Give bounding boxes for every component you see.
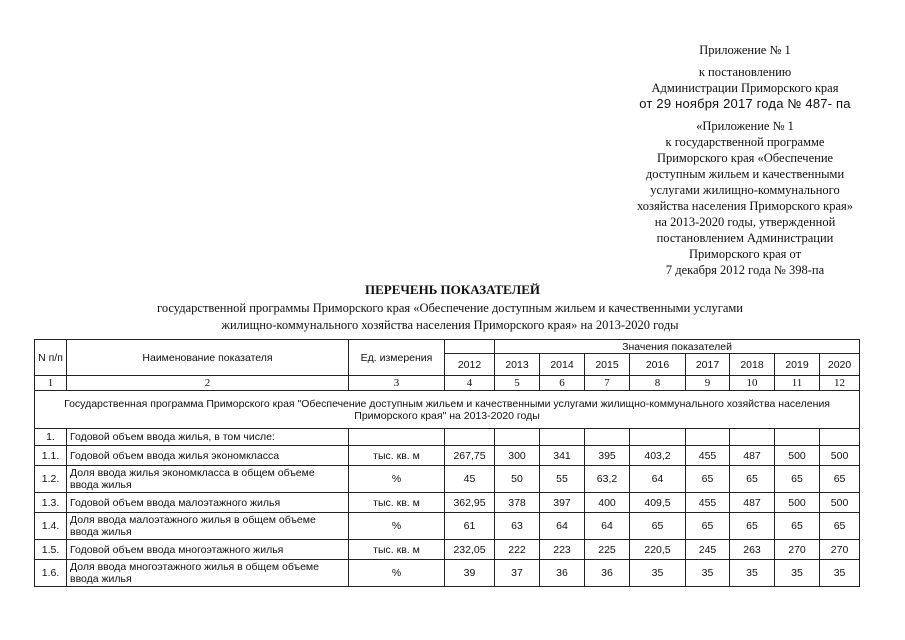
value-cell: 65 bbox=[730, 466, 775, 493]
value-cell: 35 bbox=[730, 560, 775, 587]
column-header-number: N п/п bbox=[35, 340, 67, 376]
column-index: 7 bbox=[585, 376, 630, 391]
value-cell: 65 bbox=[686, 466, 730, 493]
value-cell: 403,2 bbox=[630, 446, 686, 466]
row-number: 1.2. bbox=[35, 466, 67, 493]
column-header-values: Значения показателей bbox=[495, 340, 860, 354]
indicator-name: Годовой объем ввода малоэтажного жилья bbox=[67, 493, 349, 513]
quote-line: 7 декабря 2012 года № 398-па bbox=[665, 263, 825, 277]
year-header: 2015 bbox=[585, 354, 630, 376]
column-index: 1 bbox=[35, 376, 67, 391]
value-cell: 65 bbox=[775, 513, 820, 540]
column-index: 11 bbox=[775, 376, 820, 391]
value-cell: 362,95 bbox=[445, 493, 495, 513]
row-number: 1.3. bbox=[35, 493, 67, 513]
quote-line: на 2013-2020 годы, утвержденной bbox=[654, 215, 836, 229]
value-cell: 223 bbox=[540, 540, 585, 560]
indicator-name: Годовой объем ввода многоэтажного жилья bbox=[67, 540, 349, 560]
value-cell: 397 bbox=[540, 493, 585, 513]
column-index: 9 bbox=[686, 376, 730, 391]
value-cell: 64 bbox=[630, 466, 686, 493]
quote-line: хозяйства населения Приморского края» bbox=[636, 199, 854, 213]
row-number: 1.6. bbox=[35, 560, 67, 587]
value-cell: 63 bbox=[495, 513, 540, 540]
value-cell: 64 bbox=[540, 513, 585, 540]
value-cell: 500 bbox=[820, 493, 860, 513]
column-index: 10 bbox=[730, 376, 775, 391]
value-cell: 65 bbox=[730, 513, 775, 540]
year-header: 2013 bbox=[495, 354, 540, 376]
value-cell: 65 bbox=[820, 466, 860, 493]
value-cell: 65 bbox=[775, 466, 820, 493]
year-header: 2020 bbox=[820, 354, 860, 376]
column-header-unit: Ед. измерения bbox=[349, 340, 445, 376]
table-row bbox=[35, 560, 860, 587]
column-header-blank bbox=[445, 340, 495, 354]
table-row bbox=[35, 493, 860, 513]
value-cell: 409,5 bbox=[630, 493, 686, 513]
quote-line: Приморского края «Обеспечение bbox=[656, 151, 834, 165]
indicator-name: Годовой объем ввода жилья экономкласса bbox=[67, 446, 349, 466]
value-cell: 36 bbox=[585, 560, 630, 587]
column-index: 2 bbox=[67, 376, 349, 391]
value-cell: 245 bbox=[686, 540, 730, 560]
year-header: 2018 bbox=[730, 354, 775, 376]
value-cell: 36 bbox=[540, 560, 585, 587]
unit: тыс. кв. м bbox=[349, 446, 445, 466]
value-cell: 263 bbox=[730, 540, 775, 560]
table-row bbox=[35, 540, 860, 560]
year-header: 2016 bbox=[630, 354, 686, 376]
program-title: Государственная программа Приморского края "Обеспечение доступным жильем и качественными услугами жилищно-коммунального хозяйства населения Приморского края" на 2013-2020 годы bbox=[35, 391, 860, 429]
indicator-name: Доля ввода малоэтажного жилья в общем объеме ввода жилья bbox=[67, 513, 349, 540]
value-cell: 39 bbox=[445, 560, 495, 587]
column-index: 8 bbox=[630, 376, 686, 391]
value-cell: 378 bbox=[495, 493, 540, 513]
unit: % bbox=[349, 466, 445, 493]
value-cell: 225 bbox=[585, 540, 630, 560]
indicator-name: Доля ввода многоэтажного жилья в общем объеме ввода жилья bbox=[67, 560, 349, 587]
quote-line: Приморского края от bbox=[688, 247, 802, 261]
value-cell: 487 bbox=[730, 493, 775, 513]
value-cell: 35 bbox=[775, 560, 820, 587]
table-row bbox=[35, 513, 860, 540]
value-cell: 61 bbox=[445, 513, 495, 540]
value-cell: 222 bbox=[495, 540, 540, 560]
value-cell: 35 bbox=[630, 560, 686, 587]
year-header: 2014 bbox=[540, 354, 585, 376]
column-index-row bbox=[35, 376, 860, 391]
document-title: ПЕРЕЧЕНЬ ПОКАЗАТЕЛЕЙ bbox=[364, 282, 541, 297]
value-cell: 300 bbox=[495, 446, 540, 466]
value-cell: 220,5 bbox=[630, 540, 686, 560]
quote-line: доступным жильем и качественными bbox=[645, 167, 845, 181]
value-cell: 35 bbox=[686, 560, 730, 587]
value-cell: 455 bbox=[686, 493, 730, 513]
value-cell: 395 bbox=[585, 446, 630, 466]
value-cell: 35 bbox=[820, 560, 860, 587]
value-cell: 500 bbox=[775, 446, 820, 466]
value-cell: 37 bbox=[495, 560, 540, 587]
value-cell: 267,75 bbox=[445, 446, 495, 466]
quote-line: постановлением Администрации bbox=[656, 231, 834, 245]
year-header: 2012 bbox=[445, 354, 495, 376]
indicator-name: Годовой объем ввода жилья, в том числе: bbox=[67, 429, 349, 446]
column-index: 4 bbox=[445, 376, 495, 391]
year-header: 2017 bbox=[686, 354, 730, 376]
decree-date: от 29 ноября 2017 года № 487- па bbox=[639, 96, 851, 111]
quote-line: к государственной программе bbox=[665, 135, 825, 149]
value-cell: 232,05 bbox=[445, 540, 495, 560]
row-number: 1.4. bbox=[35, 513, 67, 540]
value-cell: 270 bbox=[820, 540, 860, 560]
decree-issuer: Администрации Приморского края bbox=[651, 81, 839, 95]
value-cell: 63,2 bbox=[585, 466, 630, 493]
decree-reference: к постановлению bbox=[698, 65, 792, 79]
appendix-label: Приложение № 1 bbox=[699, 43, 791, 57]
column-index: 3 bbox=[349, 376, 445, 391]
value-cell: 65 bbox=[630, 513, 686, 540]
row-number: 1. bbox=[35, 429, 67, 446]
value-cell: 341 bbox=[540, 446, 585, 466]
column-index: 6 bbox=[540, 376, 585, 391]
quote-line: услугами жилищно-коммунального bbox=[650, 183, 840, 197]
value-cell: 500 bbox=[775, 493, 820, 513]
quote-line: «Приложение № 1 bbox=[696, 119, 794, 133]
value-cell: 500 bbox=[820, 446, 860, 466]
table-row bbox=[35, 429, 860, 446]
value-cell: 400 bbox=[585, 493, 630, 513]
program-row bbox=[35, 391, 860, 429]
unit: тыс. кв. м bbox=[349, 540, 445, 560]
unit: % bbox=[349, 560, 445, 587]
value-cell: 64 bbox=[585, 513, 630, 540]
appendix-header bbox=[610, 42, 880, 278]
subtitle-line: государственной программы Приморского края «Обеспечение доступным жильем и качественными услугами bbox=[157, 301, 743, 315]
value-cell: 487 bbox=[730, 446, 775, 466]
year-header: 2019 bbox=[775, 354, 820, 376]
row-number: 1.5. bbox=[35, 540, 67, 560]
column-index: 5 bbox=[495, 376, 540, 391]
column-index: 12 bbox=[820, 376, 860, 391]
table-row bbox=[35, 466, 860, 493]
unit: % bbox=[349, 513, 445, 540]
value-cell: 55 bbox=[540, 466, 585, 493]
value-cell: 65 bbox=[686, 513, 730, 540]
indicator-name: Доля ввода жилья экономкласса в общем объеме ввода жилья bbox=[67, 466, 349, 493]
value-cell: 270 bbox=[775, 540, 820, 560]
indicators-table bbox=[34, 339, 860, 587]
column-header-name: Наименование показателя bbox=[67, 340, 349, 376]
row-number: 1.1. bbox=[35, 446, 67, 466]
value-cell: 455 bbox=[686, 446, 730, 466]
document-subtitle bbox=[100, 300, 800, 334]
unit: тыс. кв. м bbox=[349, 493, 445, 513]
value-cell: 45 bbox=[445, 466, 495, 493]
value-cell: 50 bbox=[495, 466, 540, 493]
value-cell: 65 bbox=[820, 513, 860, 540]
table-row bbox=[35, 446, 860, 466]
subtitle-line: жилищно-коммунального хозяйства населения Приморского края» на 2013-2020 годы bbox=[221, 318, 679, 332]
